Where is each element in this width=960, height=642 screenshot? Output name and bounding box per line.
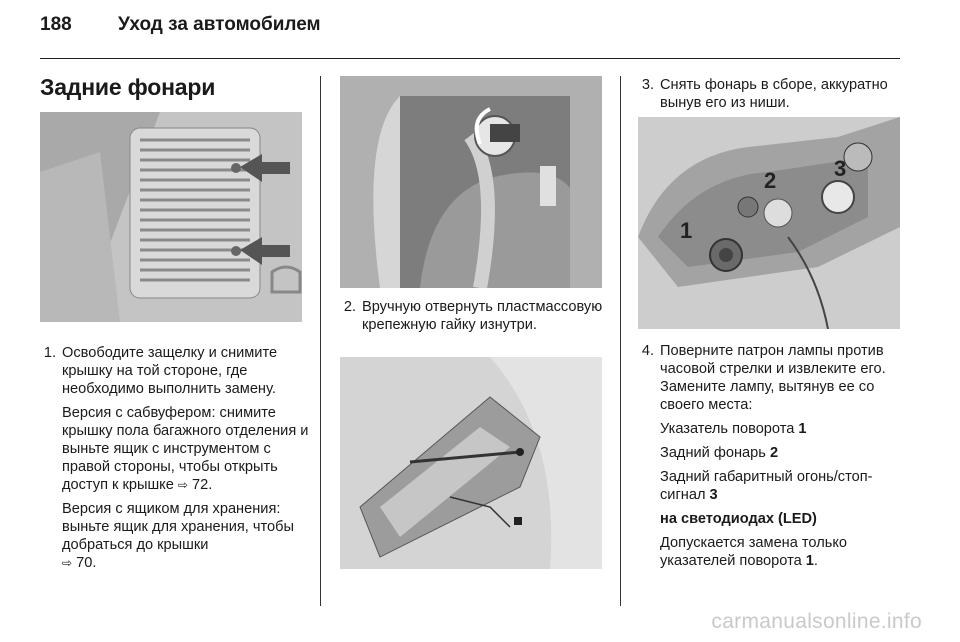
step-number: 2. <box>343 299 356 315</box>
led-heading: на светодиодах (LED) <box>660 511 817 527</box>
step-2 <box>340 298 606 340</box>
photo-trunk-cover <box>40 112 302 322</box>
led-text: Допускается замена только указателей поворота 1. <box>660 535 848 569</box>
step-number: 1. <box>43 345 56 361</box>
step-text: Поверните патрон лампы против часовой стрелки и извлеките его. Замените лампу, вытянув ее со своего места: <box>660 343 886 413</box>
page-heading: Задние фонари <box>40 74 216 100</box>
step-4 <box>638 342 904 576</box>
callout-label-2: 2 <box>764 168 777 193</box>
page-number: 188 <box>40 14 72 35</box>
page-ref-icon: ⇨ <box>177 478 188 492</box>
bulb-item-turn-signal: Указатель поворота 1 <box>660 421 807 437</box>
step-text-subwoofer: Версия с сабвуфером: снимите крышку пола багажного отделения и выньте ящик с инструментом с правой стороны, чтобы открыть доступ к крышке ⇨ 72. <box>62 405 309 493</box>
page-header <box>40 14 321 44</box>
step-text: Освободите защелку и снимите крышку на той стороне, где необходимо выполнить замену. <box>62 345 278 397</box>
photo-plastic-nut <box>340 76 602 288</box>
callout-label-3: 3 <box>834 156 847 181</box>
header-divider <box>40 58 900 59</box>
photo-lamp-assembly <box>340 357 602 569</box>
step-number: 3. <box>641 77 654 93</box>
step-number: 4. <box>641 343 654 359</box>
step-text: Снять фонарь в сборе, аккуратно вынув его из ниши. <box>660 77 888 111</box>
bulb-item-tail-light: Задний фонарь 2 <box>660 445 779 461</box>
step-3 <box>638 76 904 118</box>
step-text-storage: Версия с ящиком для хранения: выньте ящик для хранения, чтобы добраться до крышки ⇨ 70. <box>62 501 294 571</box>
step-1 <box>40 344 312 578</box>
watermark: carmanualsonline.info <box>711 610 922 633</box>
section-title: Уход за автомобилем <box>118 14 321 35</box>
photo-lamp-sockets <box>638 117 900 329</box>
page-ref-icon: ⇨ <box>62 556 73 570</box>
column-divider <box>620 76 621 606</box>
step-text: Вручную отвернуть пластмассовую крепежную гайку изнутри. <box>362 299 603 333</box>
column-divider <box>320 76 321 606</box>
bulb-item-brake-light: Задний габаритный огонь/стоп-сигнал 3 <box>660 469 873 503</box>
callout-label-1: 1 <box>680 218 693 243</box>
